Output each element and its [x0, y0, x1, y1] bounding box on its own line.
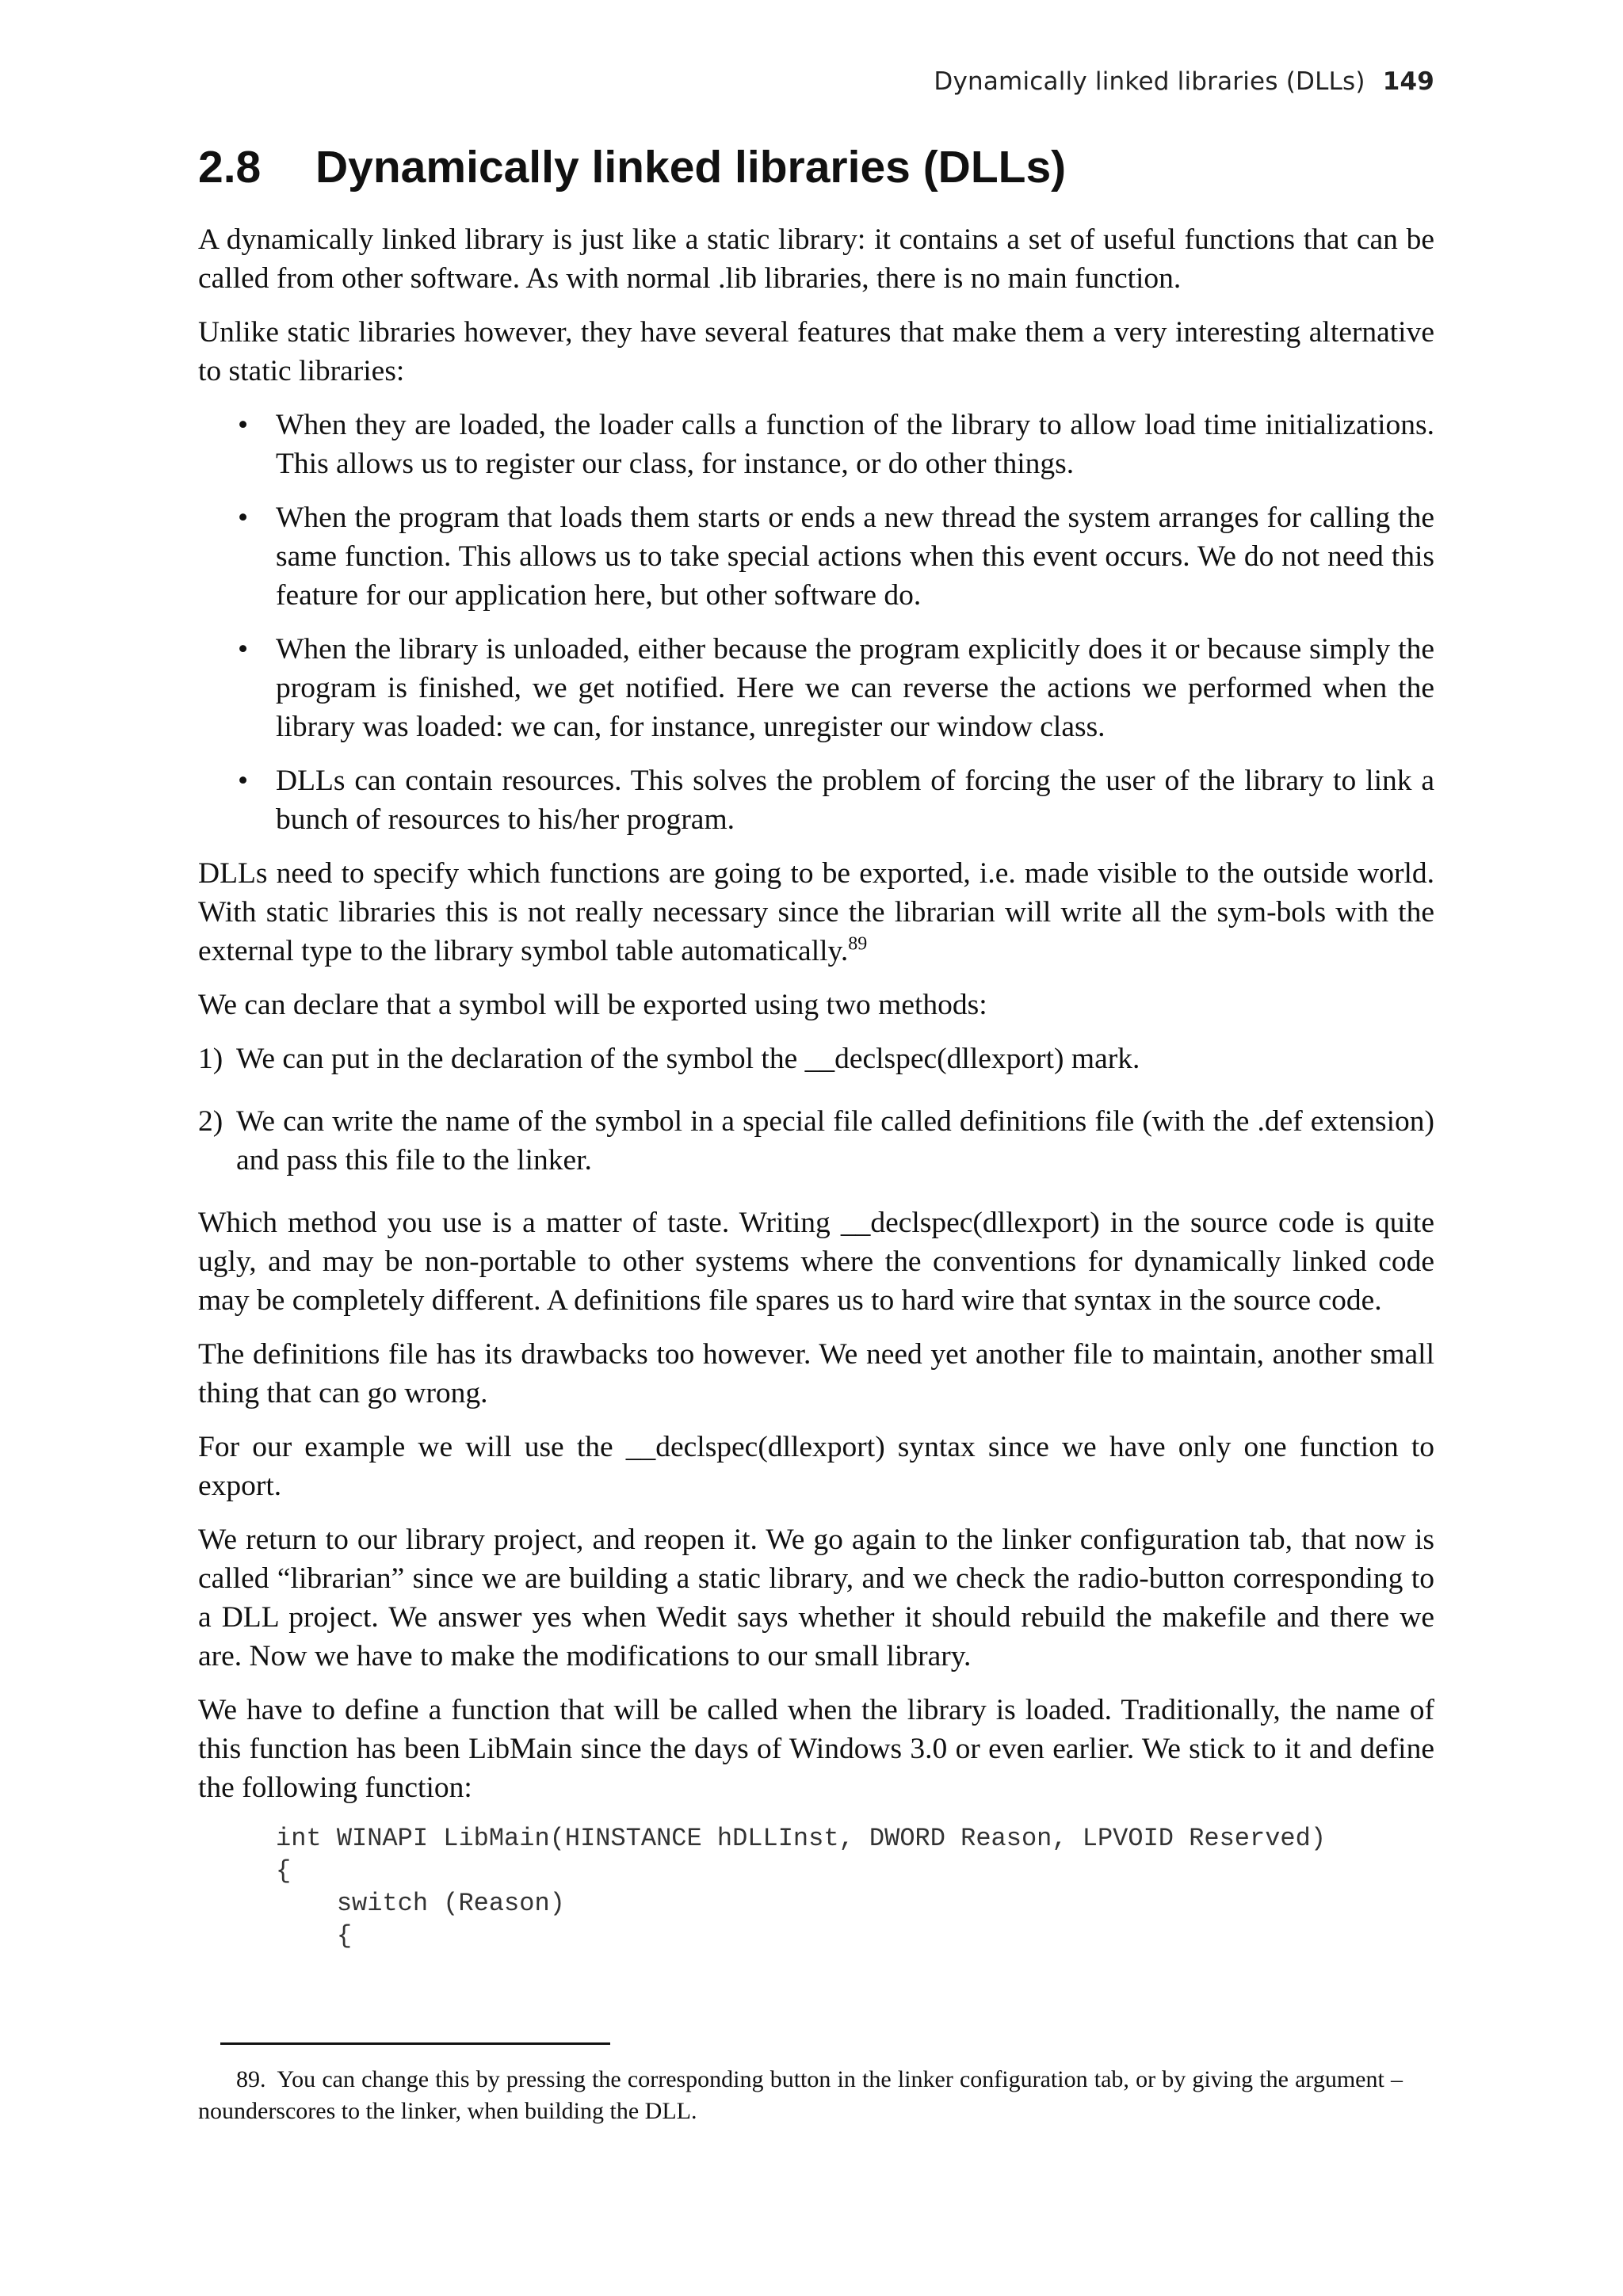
paragraph-project: We return to our library project, and reopen it. We go again to the linker configuration tab, that now is called “librarian” since we are building a static library, and we check the radio-button corresponding to a DLL project. We answer yes when Wedit says whether it should rebuild the makefile and there we are. Now we have to make the modifications to our small library.: [198, 1524, 1434, 1672]
footnote-divider: [220, 2042, 610, 2045]
footnote: [198, 2064, 1403, 2127]
list-item-text: When they are loaded, the loader calls a function of the library to allow load time initializations. This allows us to register our class, for instance, or do other things.: [276, 409, 1434, 480]
footnote-number: 89.: [236, 2066, 266, 2092]
list-item-text: When the program that loads them starts or ends a new thread the system arranges for calling the same function. This allows us to take special actions when this event occurs. We do not need this feature for our application here, but other software do.: [276, 502, 1434, 612]
list-item: [198, 761, 1434, 839]
bullet-icon: •: [238, 633, 249, 666]
list-item-text: We can write the name of the symbol in a special file called definitions file (with the .def extension) and pass this file to the linker.: [236, 1105, 1434, 1177]
body-text: [198, 220, 1434, 1952]
section-heading: [198, 141, 1066, 193]
list-item-number: 2): [198, 1105, 223, 1138]
paragraph-libmain: We have to define a function that will be called when the library is loaded. Traditionally, the name of this function has been LibMain since the days of Windows 3.0 or even earlier. We stick to it and define the following function:: [198, 1694, 1434, 1804]
code-listing: int WINAPI LibMain(HINSTANCE hDLLInst, DWORD Reason, LPVOID Reserved) { switch (Reason) {: [276, 1824, 1327, 1951]
paragraph-exports-text: DLLs need to specify which functions are going to be exported, i.e. made visible to the outside world. With static libraries this is not really necessary since the librarian will write all the sym-bols with the external type to the library symbol table automatically.: [198, 857, 1434, 967]
list-item: [198, 498, 1434, 615]
running-header: [934, 67, 1434, 96]
page-number: 149: [1382, 67, 1434, 96]
list-item-number: 1): [198, 1043, 223, 1075]
feature-list: [198, 406, 1434, 839]
list-item: [198, 1039, 1434, 1078]
bullet-icon: •: [238, 765, 249, 797]
paragraph-features: Unlike static libraries however, they have several features that make them a very interesting alternative to static libraries:: [198, 316, 1434, 387]
list-item: [198, 630, 1434, 746]
list-item: [198, 406, 1434, 483]
paragraph-example: For our example we will use the __declspec(dllexport) syntax since we have only one function to export.: [198, 1431, 1434, 1502]
footnote-reference: 89: [848, 933, 868, 955]
bullet-icon: •: [238, 502, 249, 534]
paragraph-taste: Which method you use is a matter of taste. Writing __declspec(dllexport) in the source code is quite ugly, and may be non-portable to other systems where the conventions for dynamically linked code may be completely different. A definitions file spares us to hard wire that syntax in the source code.: [198, 1207, 1434, 1317]
running-title: Dynamically linked libraries (DLLs): [934, 67, 1365, 96]
paragraph-exports: [198, 854, 1434, 971]
list-item-text: We can put in the declaration of the symbol the __declspec(dllexport) mark.: [236, 1043, 1140, 1075]
bullet-icon: •: [238, 409, 249, 441]
section-number: 2.8: [198, 142, 262, 193]
list-item: [198, 1102, 1434, 1180]
section-title: Dynamically linked libraries (DLLs): [315, 142, 1067, 193]
methods-list: [198, 1039, 1434, 1180]
paragraph-intro: A dynamically linked library is just like a static library: it contains a set of useful functions that can be called from other software. As with normal .lib libraries, there is no main function.: [198, 223, 1434, 295]
list-item-text: When the library is unloaded, either because the program explicitly does it or because simply the program is finished, we get notified. Here we can reverse the actions we performed when the library was loaded: we can, for instance, unregister our window class.: [276, 633, 1434, 743]
paragraph-methods: We can declare that a symbol will be exported using two methods:: [198, 989, 987, 1021]
paragraph-drawbacks: The definitions file has its drawbacks too however. We need yet another file to maintain, another small thing that can go wrong.: [198, 1338, 1434, 1409]
list-item-text: DLLs can contain resources. This solves the problem of forcing the user of the library to link a bunch of resources to his/her program.: [276, 765, 1434, 836]
footnote-text: You can change this by pressing the corresponding button in the linker configuration tab, or by giving the argument –nounderscores to the linker, when building the DLL.: [198, 2066, 1403, 2124]
